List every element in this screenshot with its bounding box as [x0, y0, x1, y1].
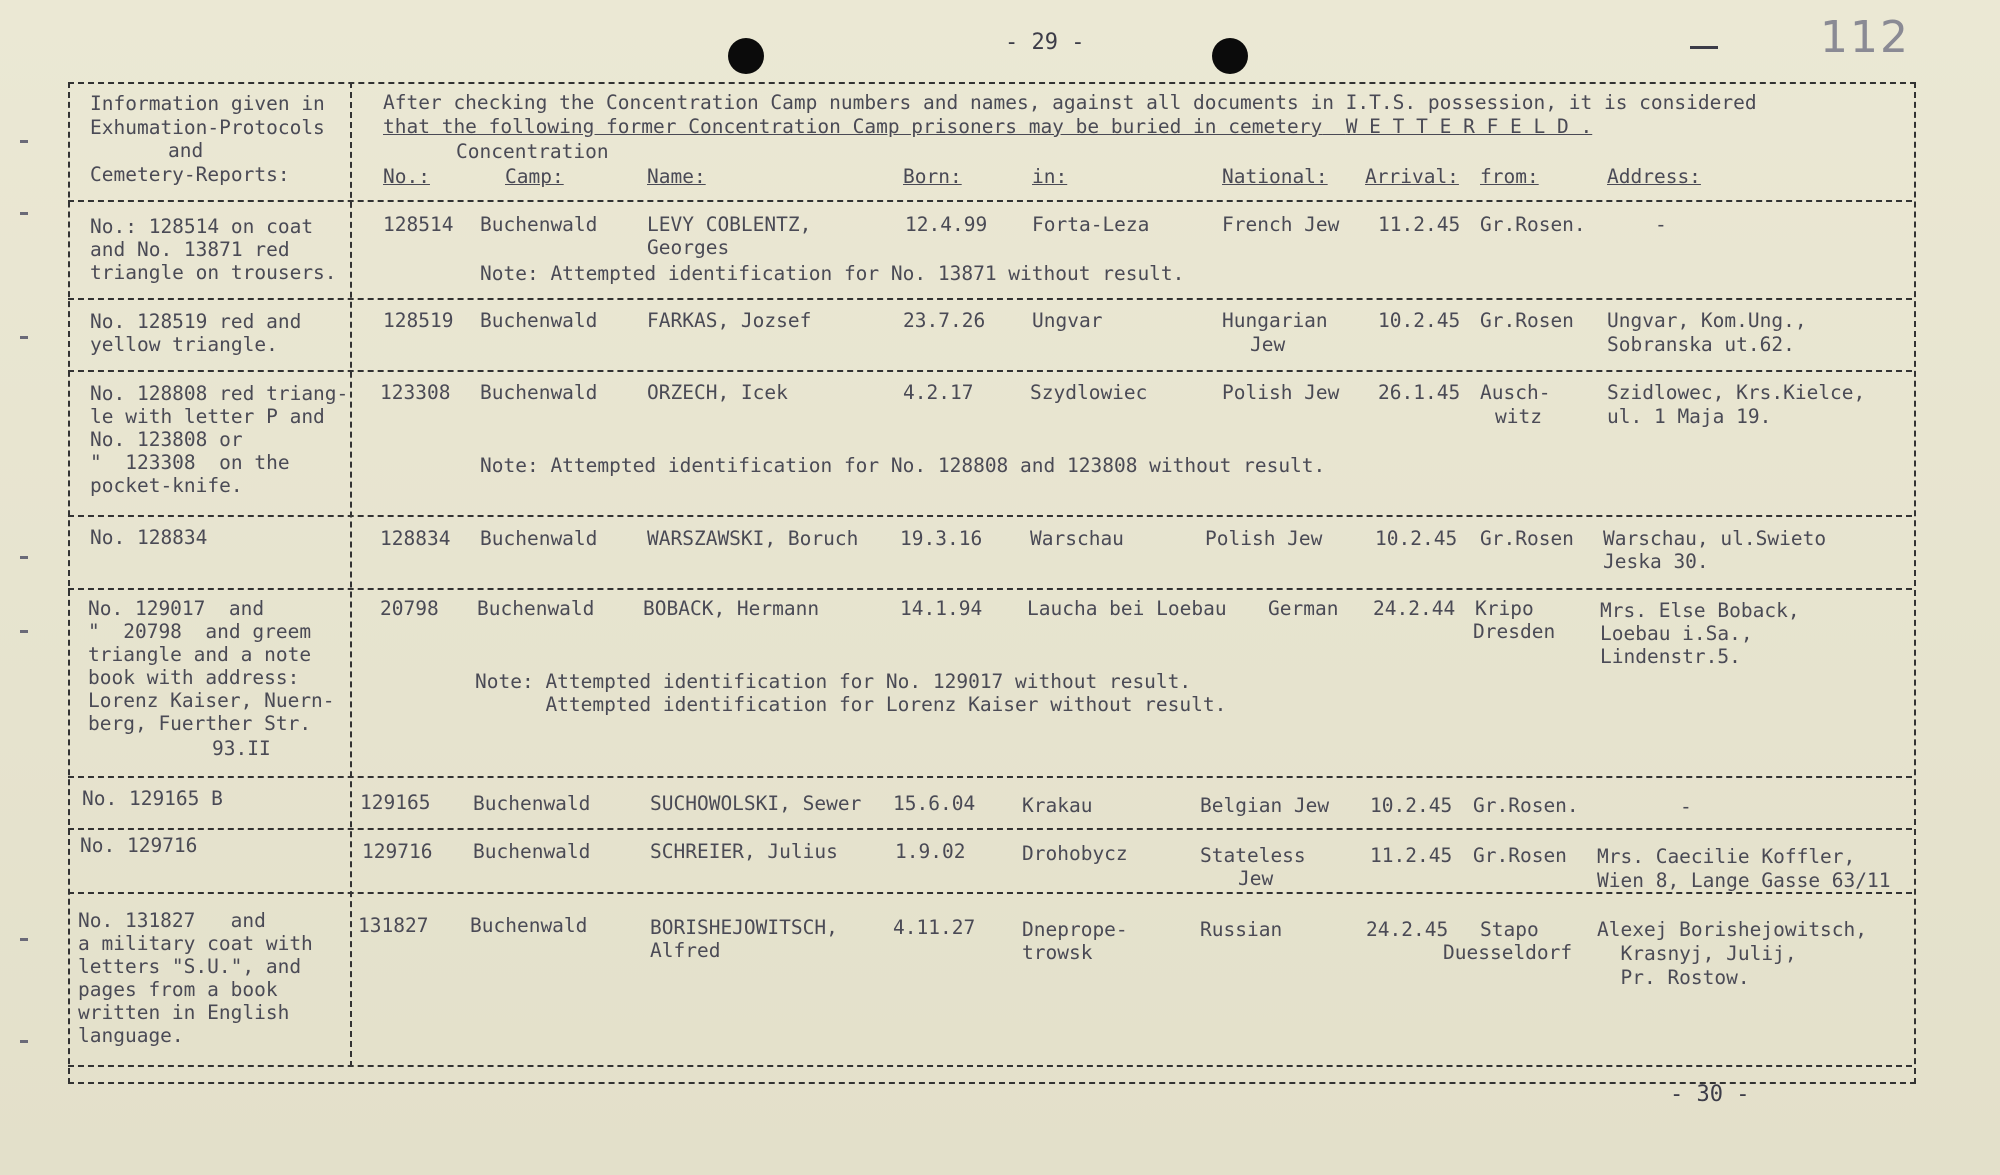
row-in: Szydlowiec [1030, 381, 1148, 404]
row-arrival: 10.2.45 [1370, 794, 1453, 817]
intro-line-1: After checking the Concentration Camp numbers and names, against all documents in I.T.S. possession, it is considered [383, 91, 1757, 114]
row-national: Stateless [1200, 844, 1306, 867]
row-info: " 123308 on the [90, 451, 290, 474]
row-divider [68, 776, 1912, 778]
row-in: Forta-Leza [1032, 213, 1150, 236]
row-no: 128834 [380, 527, 451, 550]
page-number-bottom: - 30 - [1670, 1082, 1750, 1107]
row-info: No. 131827 and [78, 909, 266, 932]
row-address: Pr. Rostow. [1597, 966, 1750, 989]
row-address: ul. 1 Maja 19. [1607, 405, 1772, 428]
row-info: triangle and a note [88, 643, 312, 666]
row-info: " 20798 and greem [88, 620, 312, 643]
row-born: 4.11.27 [893, 916, 976, 939]
row-address: Jeska 30. [1603, 550, 1709, 573]
row-address: Wien 8, Lange Gasse 63/11 [1597, 869, 1891, 892]
row-info: letters "S.U.", and [78, 955, 302, 978]
header-left-line: Information given in [90, 92, 325, 115]
row-camp: Buchenwald [470, 914, 588, 937]
punch-hole [728, 38, 764, 74]
row-name: BOBACK, Hermann [643, 597, 820, 620]
handwritten-page-number: 112 [1820, 12, 1910, 63]
row-info: 93.II [212, 737, 271, 760]
row-divider [68, 200, 1912, 202]
row-info: and No. 13871 red [90, 238, 290, 261]
row-national: Jew [1238, 867, 1274, 890]
row-info: No. 123808 or [90, 428, 243, 451]
row-no: 131827 [358, 914, 429, 937]
intro-line-2 [383, 115, 1592, 138]
margin-mark [20, 212, 28, 215]
row-arrival: 11.2.45 [1378, 213, 1461, 236]
row-info: a military coat with [78, 932, 313, 955]
row-address: Krasnyj, Julij, [1597, 942, 1797, 965]
row-national: Belgian Jew [1200, 794, 1330, 817]
row-in: Krakau [1022, 794, 1093, 817]
col-header-arrival: Arrival: [1365, 165, 1459, 188]
row-info: written in English [78, 1001, 290, 1024]
row-address: Mrs. Else Boback, [1600, 599, 1800, 622]
row-info: yellow triangle. [90, 333, 278, 356]
punch-hole [1212, 38, 1248, 74]
row-national: Hungarian [1222, 309, 1328, 332]
row-from: witz [1495, 405, 1542, 428]
row-divider [68, 588, 1912, 590]
row-no: 128519 [383, 309, 454, 332]
row-arrival: 11.2.45 [1370, 844, 1453, 867]
row-no: 123308 [380, 381, 451, 404]
col-header-in: in: [1032, 165, 1068, 188]
row-born: 19.3.16 [900, 527, 983, 550]
row-camp: Buchenwald [477, 597, 595, 620]
header-left-line: and [168, 139, 204, 162]
row-note: Note: Attempted identification for No. 13871 without result. [480, 262, 1185, 285]
header-left-line: Exhumation-Protocols [90, 116, 325, 139]
row-national: German [1268, 597, 1339, 620]
row-camp: Buchenwald [473, 840, 591, 863]
col-header-no: No.: [383, 165, 430, 188]
row-from: Ausch- [1480, 381, 1551, 404]
row-divider [68, 1065, 1912, 1067]
row-name: WARSZAWSKI, Boruch [647, 527, 859, 550]
row-in: trowsk [1022, 941, 1093, 964]
margin-mark [20, 630, 28, 633]
row-from: Gr.Rosen [1480, 527, 1574, 550]
row-info: book with address: [88, 666, 300, 689]
row-from: Gr.Rosen. [1473, 794, 1579, 817]
row-info: le with letter P and [90, 405, 325, 428]
row-name: SCHREIER, Julius [650, 840, 838, 863]
row-name: Alfred [650, 939, 721, 962]
row-info: Lorenz Kaiser, Nuern- [88, 689, 335, 712]
row-divider [68, 892, 1912, 894]
row-address: Szidlowec, Krs.Kielce, [1607, 381, 1866, 404]
cemetery-name: W E T T E R F E L D . [1345, 115, 1593, 138]
margin-mark [20, 336, 28, 339]
row-in: Warschau [1030, 527, 1124, 550]
row-national: French Jew [1222, 213, 1340, 236]
row-born: 23.7.26 [903, 309, 986, 332]
row-info: pocket-knife. [90, 474, 243, 497]
row-name: FARKAS, Jozsef [647, 309, 812, 332]
row-no: 129716 [362, 840, 433, 863]
intro-line-2-text: that the following former Concentration Camp prisoners may be buried in cemetery [383, 115, 1323, 138]
row-info: berg, Fuerther Str. [88, 712, 312, 735]
row-camp: Buchenwald [473, 792, 591, 815]
row-info: No. 129716 [80, 834, 198, 857]
row-from: Kripo [1475, 597, 1534, 620]
row-address: Lindenstr.5. [1600, 645, 1741, 668]
row-info: No.: 128514 on coat [90, 215, 314, 238]
row-address: Alexej Borishejowitsch, [1597, 918, 1868, 941]
row-address: Loebau i.Sa., [1600, 622, 1753, 645]
header-left-line: Cemetery-Reports: [90, 163, 290, 186]
row-info: triangle on trousers. [90, 261, 337, 284]
row-note: Note: Attempted identification for No. 129017 without result. [475, 670, 1192, 693]
margin-mark [20, 556, 28, 559]
row-in: Dneprope- [1022, 918, 1128, 941]
row-arrival: 24.2.44 [1373, 597, 1456, 620]
row-info: No. 129017 and [88, 597, 265, 620]
row-address: Mrs. Caecilie Koffler, [1597, 845, 1856, 868]
row-camp: Buchenwald [480, 213, 598, 236]
handwritten-dash [1690, 46, 1718, 49]
row-name: Georges [647, 236, 730, 259]
row-arrival: 26.1.45 [1378, 381, 1461, 404]
row-info: No. 128808 red triang- [90, 382, 349, 405]
row-divider [68, 515, 1912, 517]
row-from: Duesseldorf [1443, 941, 1573, 964]
row-address: Warschau, ul.Swieto [1603, 527, 1827, 550]
row-note: Note: Attempted identification for No. 128808 and 123808 without result. [480, 454, 1326, 477]
row-from: Gr.Rosen [1480, 309, 1574, 332]
margin-mark [20, 1040, 28, 1043]
row-camp: Buchenwald [480, 309, 598, 332]
row-info: No. 128519 red and [90, 310, 302, 333]
row-divider [68, 370, 1912, 372]
row-camp: Buchenwald [480, 527, 598, 550]
column-divider [350, 82, 352, 1067]
row-born: 14.1.94 [900, 597, 983, 620]
col-header-name: Name: [647, 165, 706, 188]
row-arrival: 10.2.45 [1375, 527, 1458, 550]
row-address: Sobranska ut.62. [1607, 333, 1795, 356]
row-no: 20798 [380, 597, 439, 620]
row-born: 15.6.04 [893, 792, 976, 815]
row-national: Polish Jew [1205, 527, 1323, 550]
row-national: Russian [1200, 918, 1283, 941]
row-from: Gr.Rosen [1473, 844, 1567, 867]
row-in: Drohobycz [1022, 842, 1128, 865]
row-info: No. 129165 B [82, 787, 223, 810]
row-no: 128514 [383, 213, 454, 236]
row-in: Laucha bei Loebau [1027, 597, 1227, 620]
col-header-born: Born: [903, 165, 962, 188]
row-address: - [1655, 213, 1667, 236]
row-info: pages from a book [78, 978, 278, 1001]
row-from: Gr.Rosen. [1480, 213, 1586, 236]
row-born: 12.4.99 [905, 213, 988, 236]
row-address: Ungvar, Kom.Ung., [1607, 309, 1807, 332]
row-name: BORISHEJOWITSCH, [650, 916, 838, 939]
row-from: Stapo [1480, 918, 1539, 941]
margin-mark [20, 938, 28, 941]
row-name: LEVY COBLENTZ, [647, 213, 812, 236]
row-national: Polish Jew [1222, 381, 1340, 404]
row-national: Jew [1250, 333, 1286, 356]
row-no: 129165 [360, 791, 431, 814]
col-header-from: from: [1480, 165, 1539, 188]
col-header-address: Address: [1607, 165, 1701, 188]
col-header-concentration: Concentration [456, 140, 609, 163]
margin-mark [20, 140, 28, 143]
page-number-top: - 29 - [1005, 30, 1085, 55]
row-info: language. [78, 1024, 184, 1047]
row-note: Attempted identification for Lorenz Kaiser without result. [475, 693, 1227, 716]
col-header-national: National: [1222, 165, 1328, 188]
row-address: - [1680, 795, 1692, 818]
row-from: Dresden [1473, 620, 1556, 643]
row-name: SUCHOWOLSKI, Sewer [650, 792, 862, 815]
row-arrival: 24.2.45 [1366, 918, 1449, 941]
col-header-camp: Camp: [505, 165, 564, 188]
row-divider [68, 298, 1912, 300]
row-camp: Buchenwald [480, 381, 598, 404]
row-born: 4.2.17 [903, 381, 974, 404]
row-info: No. 128834 [90, 526, 208, 549]
row-born: 1.9.02 [895, 840, 966, 863]
row-divider [68, 828, 1912, 830]
row-name: ORZECH, Icek [647, 381, 788, 404]
row-in: Ungvar [1032, 309, 1103, 332]
row-arrival: 10.2.45 [1378, 309, 1461, 332]
